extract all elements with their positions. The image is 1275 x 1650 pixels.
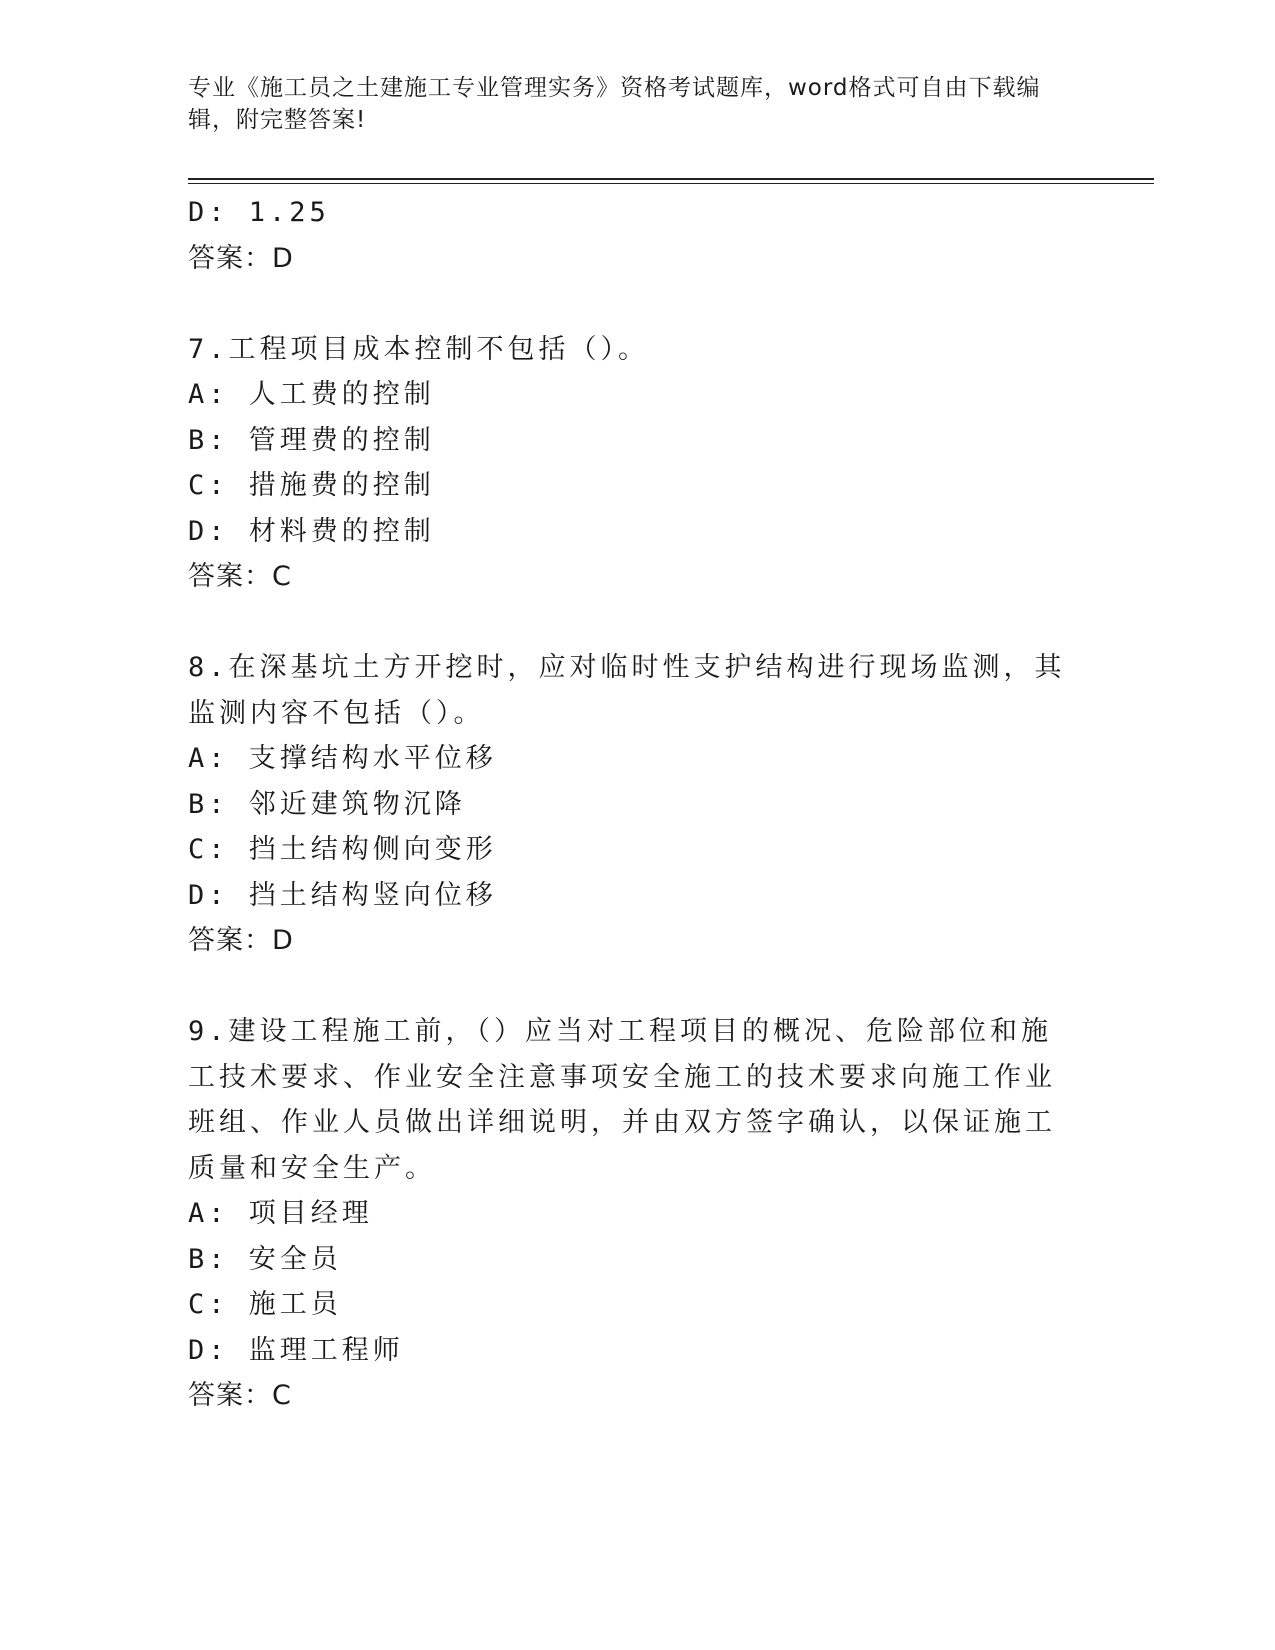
header-divider-thin	[188, 183, 1154, 184]
question-9	[188, 1009, 1068, 1419]
option-c: C: 施工员	[188, 1289, 342, 1320]
spacer	[188, 281, 1068, 327]
option-c: C: 挡土结构侧向变形	[188, 834, 497, 865]
question-list	[188, 190, 1068, 1419]
answer: 答案：D	[188, 242, 294, 274]
option-d: D: 材料费的控制	[188, 515, 435, 547]
previous-question-tail	[188, 190, 1068, 281]
option-d: D: 挡土结构竖向位移	[188, 879, 497, 911]
option-a: A: 项目经理	[188, 1198, 373, 1229]
option-d: D: 监理工程师	[188, 1334, 404, 1366]
question-stem: 7.工程项目成本控制不包括（）。	[188, 333, 650, 365]
question-8	[188, 645, 1068, 964]
question-stem: 8.在深基坑土方开挖时，应对临时性支护结构进行现场监测，其监测内容不包括（）。	[188, 652, 1066, 729]
question-stem: 9.建设工程施工前，（）应当对工程项目的概况、危险部位和施工技术要求、作业安全注意事项安全施工的技术要求向施工作业班组、作业人员做出详细说明，并由双方签字确认，以保证施工质量和安全生产。	[188, 1016, 1056, 1184]
answer: 答案：C	[188, 1380, 292, 1411]
document-header: 专业《施工员之土建施工专业管理实务》资格考试题库，word格式可自由下载编辑，附完整答案!	[188, 75, 1041, 133]
answer: 答案：D	[188, 925, 294, 956]
option-a: A: 人工费的控制	[188, 379, 435, 410]
spacer	[188, 600, 1068, 646]
option-b: B: 管理费的控制	[188, 424, 435, 456]
question-7	[188, 327, 1068, 600]
option-b: B: 安全员	[188, 1243, 342, 1275]
option-c: C: 措施费的控制	[188, 470, 435, 501]
option-b: B: 邻近建筑物沉降	[188, 788, 466, 820]
header-divider-thick	[188, 178, 1154, 180]
option-a: A: 支撑结构水平位移	[188, 743, 497, 774]
answer: 答案：C	[188, 561, 292, 592]
spacer	[188, 964, 1068, 1010]
option-d: D: 1.25	[188, 197, 330, 228]
